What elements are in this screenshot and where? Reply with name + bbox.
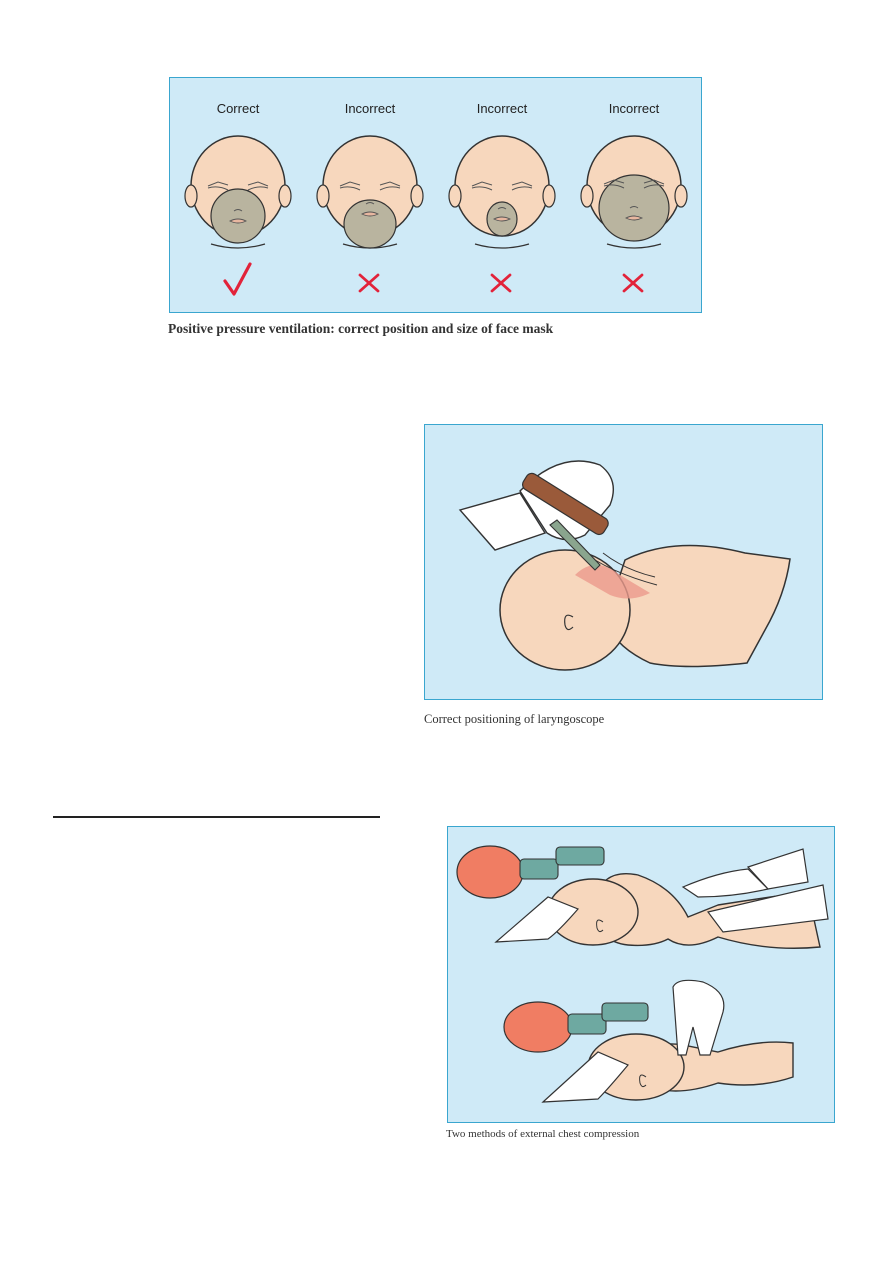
face-mask-figure-panel [169,77,702,313]
cross-icon [360,275,378,291]
compression-method-fingers [504,980,793,1102]
face-mask-caption: Positive pressure ventilation: correct position and size of face mask [168,321,554,336]
gloved-fingers [673,980,724,1055]
compression-method-thumbs [457,846,828,948]
section-divider [53,816,380,818]
face-mask-illustration [170,78,703,314]
chest-compression-caption: Two methods of external chest compression [446,1128,640,1140]
resuscitation-bag [504,1002,572,1052]
cross-icon [492,275,510,291]
baby-face-incorrect-small [449,136,555,248]
face-label-incorrect-2: Incorrect [476,101,528,116]
laryngoscope-illustration [425,425,824,701]
face-label-incorrect-1: Incorrect [344,101,396,116]
baby-face-incorrect-large [581,136,687,248]
laryngoscope-figure-panel [424,424,823,700]
chest-compression-illustration [448,827,836,1124]
laryngoscope-caption: Correct positioning of laryngoscope [424,712,605,726]
chest-compression-figure-panel [447,826,835,1123]
cross-icon [624,275,642,291]
baby-face-correct [185,136,291,248]
check-icon [225,264,250,294]
baby-face-incorrect-low [317,136,423,248]
face-label-correct: Correct [216,101,260,116]
resuscitation-bag [457,846,523,898]
face-label-incorrect-3: Incorrect [608,101,660,116]
